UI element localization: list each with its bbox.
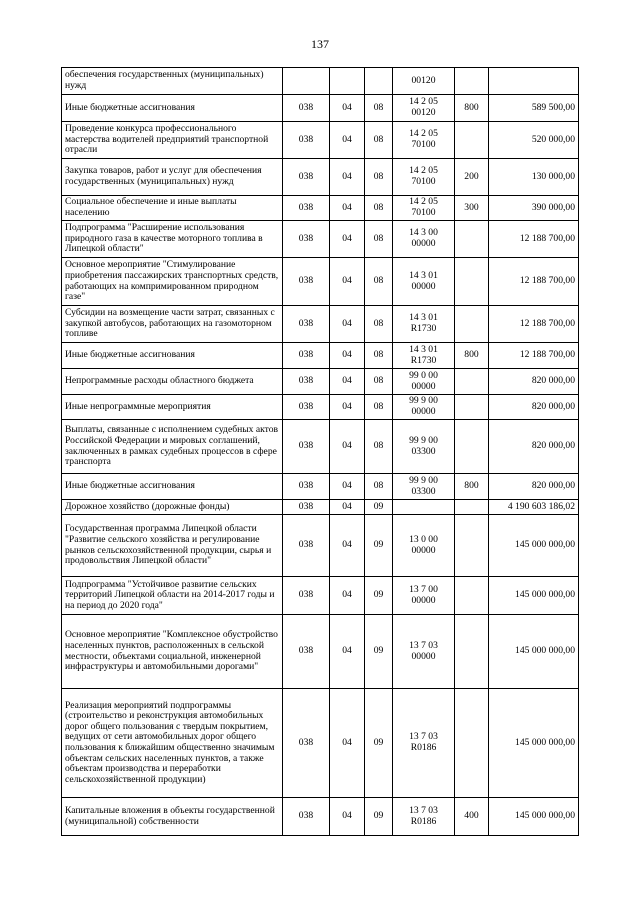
section-code: 04 [330, 577, 365, 615]
table-row [62, 221, 579, 258]
expense-type-code [455, 689, 489, 798]
row-name: Капитальные вложения в объекты государственной (муниципальной) собственности [62, 798, 283, 836]
amount: 145 000 000,00 [489, 798, 579, 836]
row-name: Основное мероприятие "Комплексное обустройство населенных пунктов, расположенных в сельской местности, объектами социальной, инженерной инфраструктуры и автомобильными дорогами" [62, 615, 283, 689]
expense-type-code [455, 395, 489, 420]
table-row [62, 306, 579, 343]
row-name: Проведение конкурса профессионального мастерства водителей предприятий транспортной отрасли [62, 122, 283, 159]
table-row [62, 95, 579, 122]
expense-type-code [455, 515, 489, 577]
subsection-code: 08 [365, 95, 393, 122]
ministry-code: 038 [283, 689, 330, 798]
ministry-code: 038 [283, 196, 330, 221]
target-code: 14 2 05 00120 [393, 95, 455, 122]
expense-type-code [455, 577, 489, 615]
section-code: 04 [330, 159, 365, 196]
ministry-code: 038 [283, 515, 330, 577]
target-code: 13 7 00 00000 [393, 577, 455, 615]
target-code [393, 500, 455, 515]
subsection-code: 09 [365, 515, 393, 577]
amount: 820 000,00 [489, 420, 579, 474]
ministry-code: 038 [283, 343, 330, 369]
target-code: 99 9 00 03300 [393, 420, 455, 474]
table-row [62, 122, 579, 159]
section-code: 04 [330, 343, 365, 369]
expense-type-code: 800 [455, 474, 489, 500]
amount: 12 188 700,00 [489, 343, 579, 369]
table-row [62, 515, 579, 577]
amount: 145 000 000,00 [489, 515, 579, 577]
section-code [330, 68, 365, 95]
table-row [62, 500, 579, 515]
amount: 145 000 000,00 [489, 689, 579, 798]
target-code: 99 9 00 03300 [393, 474, 455, 500]
table-row [62, 196, 579, 221]
row-name: Дорожное хозяйство (дорожные фонды) [62, 500, 283, 515]
target-code: 99 0 00 00000 [393, 369, 455, 395]
expense-type-code [455, 258, 489, 306]
section-code: 04 [330, 500, 365, 515]
ministry-code: 038 [283, 615, 330, 689]
budget-table-body [62, 68, 579, 836]
amount: 589 500,00 [489, 95, 579, 122]
ministry-code: 038 [283, 500, 330, 515]
section-code: 04 [330, 615, 365, 689]
subsection-code: 08 [365, 474, 393, 500]
expense-type-code [455, 221, 489, 258]
subsection-code: 08 [365, 306, 393, 343]
table-row [62, 798, 579, 836]
target-code: 14 3 01 00000 [393, 258, 455, 306]
amount: 820 000,00 [489, 395, 579, 420]
section-code: 04 [330, 420, 365, 474]
row-name: Основное мероприятие "Стимулирование приобретения пассажирских транспортных средств, работающих на компримированном природном газе" [62, 258, 283, 306]
row-name: Подпрограмма "Расширение использования природного газа в качестве моторного топлива в Липецкой области" [62, 221, 283, 258]
table-row [62, 577, 579, 615]
section-code: 04 [330, 196, 365, 221]
expense-type-code: 200 [455, 159, 489, 196]
table-row [62, 343, 579, 369]
subsection-code: 08 [365, 258, 393, 306]
subsection-code: 09 [365, 615, 393, 689]
subsection-code [365, 68, 393, 95]
ministry-code: 038 [283, 369, 330, 395]
target-code: 14 2 05 70100 [393, 196, 455, 221]
row-name: Закупка товаров, работ и услуг для обеспечения государственных (муниципальных) нужд [62, 159, 283, 196]
table-row [62, 689, 579, 798]
row-name: Иные бюджетные ассигнования [62, 474, 283, 500]
ministry-code: 038 [283, 122, 330, 159]
table-row [62, 159, 579, 196]
table-row [62, 474, 579, 500]
expense-type-code [455, 122, 489, 159]
target-code: 14 2 05 70100 [393, 159, 455, 196]
subsection-code: 09 [365, 798, 393, 836]
expense-type-code [455, 420, 489, 474]
ministry-code: 038 [283, 395, 330, 420]
table-row [62, 420, 579, 474]
expense-type-code: 400 [455, 798, 489, 836]
target-code: 14 3 00 00000 [393, 221, 455, 258]
subsection-code: 08 [365, 221, 393, 258]
row-name: Социальное обеспечение и иные выплаты населению [62, 196, 283, 221]
ministry-code: 038 [283, 95, 330, 122]
target-code: 13 0 00 00000 [393, 515, 455, 577]
section-code: 04 [330, 122, 365, 159]
section-code: 04 [330, 395, 365, 420]
ministry-code: 038 [283, 577, 330, 615]
target-code: 00120 [393, 68, 455, 95]
subsection-code: 09 [365, 500, 393, 515]
amount: 390 000,00 [489, 196, 579, 221]
expense-type-code [455, 615, 489, 689]
ministry-code: 038 [283, 420, 330, 474]
section-code: 04 [330, 798, 365, 836]
expense-type-code [455, 369, 489, 395]
target-code: 13 7 03 00000 [393, 615, 455, 689]
target-code: 13 7 03 R0186 [393, 798, 455, 836]
ministry-code [283, 68, 330, 95]
row-name: обеспечения государственных (муниципальных) нужд [62, 68, 283, 95]
table-row [62, 68, 579, 95]
section-code: 04 [330, 221, 365, 258]
ministry-code: 038 [283, 798, 330, 836]
row-name: Субсидии на возмещение части затрат, связанных с закупкой автобусов, работающих на газомоторном топливе [62, 306, 283, 343]
expense-type-code [455, 306, 489, 343]
ministry-code: 038 [283, 159, 330, 196]
subsection-code: 08 [365, 159, 393, 196]
amount: 145 000 000,00 [489, 577, 579, 615]
target-code: 14 3 01 R1730 [393, 306, 455, 343]
amount: 4 190 603 186,02 [489, 500, 579, 515]
row-name: Реализация мероприятий подпрограммы (строительство и реконструкция автомобильных дорог общего пользования с твердым покрытием, ведущих от сети автомобильных дорог общего пользования к ближайшим общественно значимым объектам сельских населенных пунктов, а также объектам производства и переработки сельскохозяйственной продукции) [62, 689, 283, 798]
section-code: 04 [330, 95, 365, 122]
expense-type-code [455, 500, 489, 515]
subsection-code: 09 [365, 577, 393, 615]
row-name: Непрограммные расходы областного бюджета [62, 369, 283, 395]
ministry-code: 038 [283, 258, 330, 306]
row-name: Выплаты, связанные с исполнением судебных актов Российской Федерации и мировых соглашений, заключенных в рамках судебных процессов в сфере транспорта [62, 420, 283, 474]
table-row [62, 369, 579, 395]
subsection-code: 08 [365, 122, 393, 159]
page-number: 137 [311, 37, 329, 51]
amount: 820 000,00 [489, 369, 579, 395]
target-code: 99 9 00 00000 [393, 395, 455, 420]
subsection-code: 08 [365, 420, 393, 474]
section-code: 04 [330, 689, 365, 798]
target-code: 14 2 05 70100 [393, 122, 455, 159]
subsection-code: 08 [365, 196, 393, 221]
expense-type-code [455, 68, 489, 95]
table-row [62, 258, 579, 306]
amount: 12 188 700,00 [489, 221, 579, 258]
target-code: 13 7 03 R0186 [393, 689, 455, 798]
section-code: 04 [330, 258, 365, 306]
expense-type-code: 800 [455, 343, 489, 369]
target-code: 14 3 01 R1730 [393, 343, 455, 369]
section-code: 04 [330, 306, 365, 343]
subsection-code: 08 [365, 369, 393, 395]
subsection-code: 09 [365, 689, 393, 798]
amount: 12 188 700,00 [489, 258, 579, 306]
table-row [62, 395, 579, 420]
ministry-code: 038 [283, 221, 330, 258]
expense-type-code: 800 [455, 95, 489, 122]
row-name: Иные непрограммные мероприятия [62, 395, 283, 420]
ministry-code: 038 [283, 306, 330, 343]
amount: 820 000,00 [489, 474, 579, 500]
amount: 130 000,00 [489, 159, 579, 196]
subsection-code: 08 [365, 343, 393, 369]
row-name: Государственная программа Липецкой области "Развитие сельского хозяйства и регулирование рынков сельскохозяйственной продукции, сырья и продовольствия Липецкой области" [62, 515, 283, 577]
section-code: 04 [330, 474, 365, 500]
row-name: Иные бюджетные ассигнования [62, 343, 283, 369]
expense-type-code: 300 [455, 196, 489, 221]
subsection-code: 08 [365, 395, 393, 420]
budget-table [61, 67, 579, 836]
row-name: Иные бюджетные ассигнования [62, 95, 283, 122]
amount: 145 000 000,00 [489, 615, 579, 689]
amount: 12 188 700,00 [489, 306, 579, 343]
amount: 520 000,00 [489, 122, 579, 159]
row-name: Подпрограмма "Устойчивое развитие сельских территорий Липецкой области на 2014-2017 годы и на период до 2020 года" [62, 577, 283, 615]
amount [489, 68, 579, 95]
section-code: 04 [330, 369, 365, 395]
section-code: 04 [330, 515, 365, 577]
table-row [62, 615, 579, 689]
ministry-code: 038 [283, 474, 330, 500]
